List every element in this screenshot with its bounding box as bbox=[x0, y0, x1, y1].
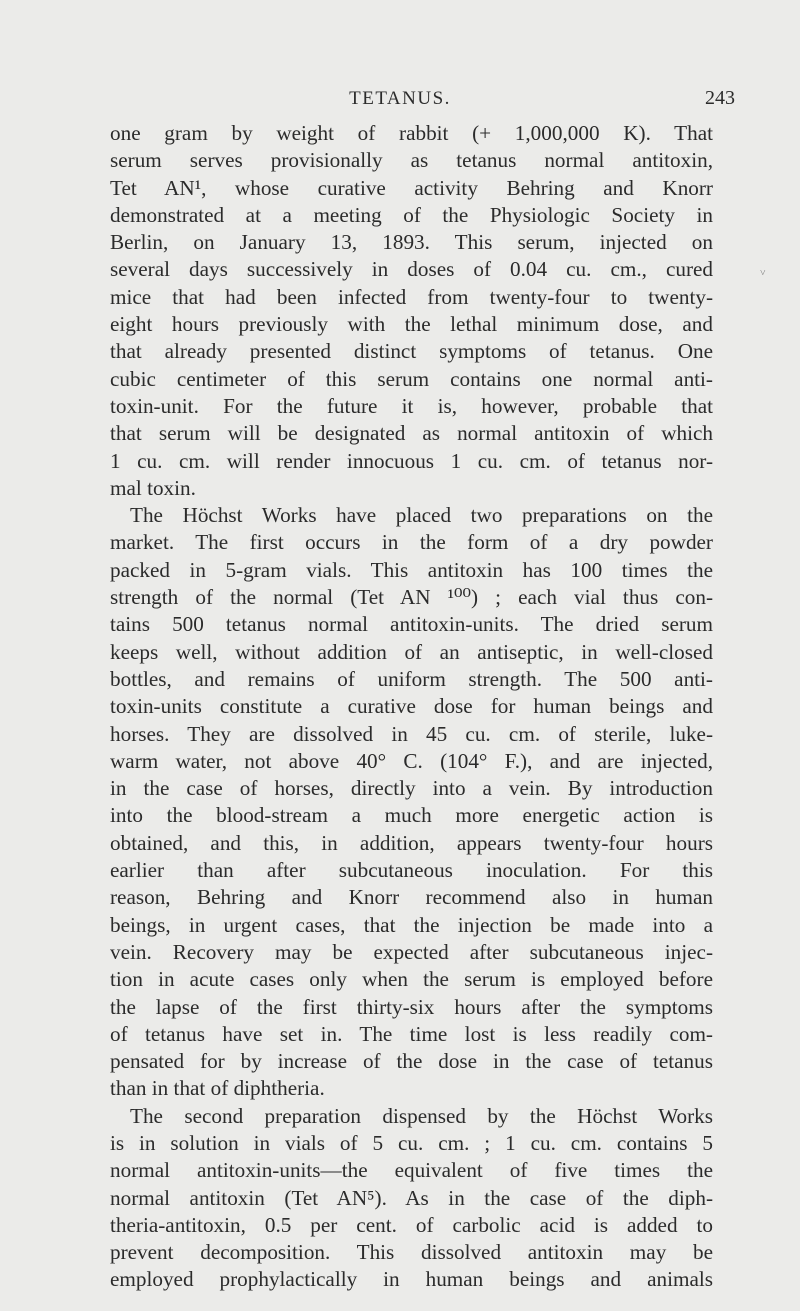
text-line: tains 500 tetanus normal antitoxin-units. The dried serum bbox=[110, 612, 713, 637]
text-line: normal antitoxin (Tet AN⁵). As in the case of the diph- bbox=[110, 1185, 713, 1210]
text-line: the lapse of the first thirty-six hours after the symptoms bbox=[110, 994, 713, 1019]
text-line: reason, Behring and Knorr recommend also in human bbox=[110, 885, 713, 910]
text-line: 1 cu. cm. will render innocuous 1 cu. cm. of tetanus nor- bbox=[110, 448, 713, 473]
text-line: toxin-units constitute a curative dose for human beings and bbox=[110, 694, 713, 719]
text-line: that serum will be designated as normal antitoxin of which bbox=[110, 421, 713, 446]
text-line: market. The first occurs in the form of a dry powder bbox=[110, 530, 713, 555]
text-line: toxin-unit. For the future it is, however, probable that bbox=[110, 393, 713, 418]
text-line: bottles, and remains of uniform strength. The 500 anti- bbox=[110, 666, 713, 691]
text-line: Tet AN¹, whose curative activity Behring and Knorr bbox=[110, 175, 713, 200]
text-line: The Höchst Works have placed two preparations on the bbox=[130, 503, 713, 528]
text-line: several days successively in doses of 0.04 cu. cm., cured bbox=[110, 257, 713, 282]
text-line: horses. They are dissolved in 45 cu. cm. of sterile, luke- bbox=[110, 721, 713, 746]
body-text bbox=[110, 120, 713, 1294]
text-line: obtained, and this, in addition, appears twenty-four hours bbox=[110, 830, 713, 855]
text-line: keeps well, without addition of an antiseptic, in well-closed bbox=[110, 639, 713, 664]
text-line: pensated for by increase of the dose in the case of tetanus bbox=[110, 1049, 713, 1074]
text-line: normal antitoxin-units—the equivalent of five times the bbox=[110, 1158, 713, 1183]
text-line: demonstrated at a meeting of the Physiologic Society in bbox=[110, 202, 713, 227]
text-line: that already presented distinct symptoms of tetanus. One bbox=[110, 339, 713, 364]
text-line: cubic centimeter of this serum contains one normal anti- bbox=[110, 366, 713, 391]
text-line: packed in 5-gram vials. This antitoxin has 100 times the bbox=[110, 557, 713, 582]
text-line: mice that had been infected from twenty-four to twenty- bbox=[110, 284, 713, 309]
text-line: of tetanus have set in. The time lost is less readily com- bbox=[110, 1021, 713, 1046]
text-line: Berlin, on January 13, 1893. This serum, injected on bbox=[110, 230, 713, 255]
text-line: mal toxin. bbox=[110, 475, 196, 500]
text-line: tion in acute cases only when the serum is employed before bbox=[110, 967, 713, 992]
text-line: earlier than after subcutaneous inoculation. For this bbox=[110, 858, 713, 883]
margin-mark: ˅ bbox=[760, 268, 766, 279]
text-line: beings, in urgent cases, that the injection be made into a bbox=[110, 912, 713, 937]
text-line: prevent decomposition. This dissolved antitoxin may be bbox=[110, 1240, 713, 1265]
text-line: into the blood-stream a much more energetic action is bbox=[110, 803, 713, 828]
text-line: vein. Recovery may be expected after subcutaneous injec- bbox=[110, 939, 713, 964]
page-number: 243 bbox=[705, 87, 735, 109]
text-line: than in that of diphtheria. bbox=[110, 1076, 325, 1101]
text-line: employed prophylactically in human beings and animals bbox=[110, 1267, 713, 1292]
text-line: eight hours previously with the lethal minimum dose, and bbox=[110, 312, 713, 337]
text-line: theria-antitoxin, 0.5 per cent. of carbolic acid is added to bbox=[110, 1212, 713, 1237]
text-line: strength of the normal (Tet AN ¹⁰⁰) ; each vial thus con- bbox=[110, 585, 713, 610]
text-line: The second preparation dispensed by the Höchst Works bbox=[130, 1103, 713, 1128]
text-line: warm water, not above 40° C. (104° F.), and are injected, bbox=[110, 748, 713, 773]
running-header-title: TETANUS. bbox=[349, 88, 451, 109]
text-line: one gram by weight of rabbit (+ 1,000,000 K). That bbox=[110, 121, 713, 145]
text-line: in the case of horses, directly into a vein. By introduction bbox=[110, 776, 713, 801]
text-line: is in solution in vials of 5 cu. cm. ; 1 cu. cm. contains 5 bbox=[110, 1130, 713, 1155]
text-line: serum serves provisionally as tetanus normal antitoxin, bbox=[110, 148, 713, 173]
